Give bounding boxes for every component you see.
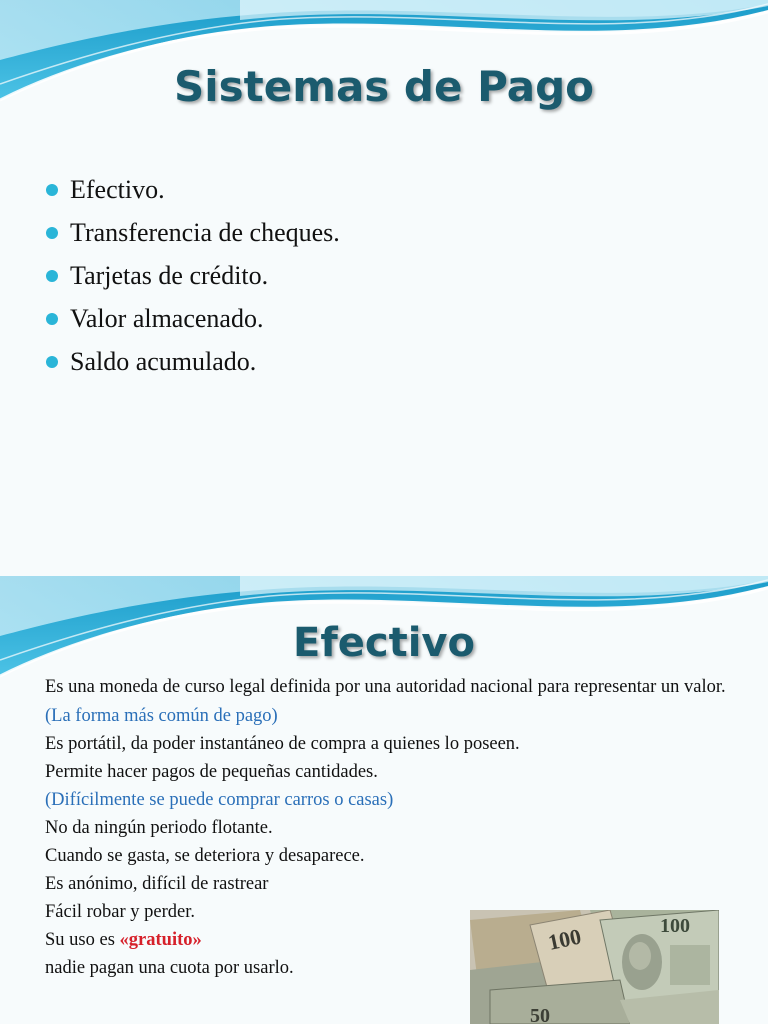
money-photo bbox=[470, 910, 719, 1024]
bullet-dot-icon bbox=[46, 184, 58, 196]
text-prefix: Su uso es bbox=[45, 930, 120, 950]
bullet-dot-icon bbox=[46, 313, 58, 325]
text-line: No da ningún periodo flotante. bbox=[45, 818, 273, 838]
text-line: nadie pagan una cuota por usarlo. bbox=[45, 958, 294, 978]
text-line: Es anónimo, difícil de rastrear bbox=[45, 874, 269, 894]
list-item bbox=[46, 340, 340, 383]
highlight-word: «gratuito» bbox=[119, 930, 202, 950]
text-line: Permite hacer pagos de pequeñas cantidades. bbox=[45, 762, 378, 782]
bullet-dot-icon bbox=[46, 227, 58, 239]
bill-denomination: 100 bbox=[660, 915, 690, 937]
bullet-dot-icon bbox=[46, 270, 58, 282]
list-item bbox=[46, 211, 340, 254]
definition-paragraph: Es una moneda de curso legal definida por una autoridad nacional para representar un valor. bbox=[45, 677, 726, 697]
banknotes-image bbox=[470, 910, 719, 1024]
payment-systems-list bbox=[46, 168, 340, 383]
slide-title: Sistemas de Pago bbox=[173, 62, 595, 111]
slide-efectivo bbox=[0, 576, 768, 1024]
bill-denomination: 50 bbox=[530, 1005, 550, 1024]
text-line: Es portátil, da poder instantáneo de compra a quienes lo poseen. bbox=[45, 734, 520, 754]
highlight-line: (Difícilmente se puede comprar carros o casas) bbox=[45, 790, 394, 810]
list-item-label: Saldo acumulado. bbox=[70, 346, 257, 376]
list-item-label: Valor almacenado. bbox=[70, 303, 264, 333]
highlight-line: (La forma más común de pago) bbox=[45, 706, 278, 726]
list-item-label: Transferencia de cheques. bbox=[70, 217, 340, 247]
list-item bbox=[46, 254, 340, 297]
list-item-label: Efectivo. bbox=[70, 174, 165, 204]
text-line: Cuando se gasta, se deteriora y desaparece. bbox=[45, 846, 365, 866]
list-item bbox=[46, 168, 340, 211]
slide-title: Efectivo bbox=[293, 620, 475, 666]
text-line: Fácil robar y perder. bbox=[45, 902, 195, 922]
list-item-label: Tarjetas de crédito. bbox=[70, 260, 269, 290]
bill-denomination: 100 bbox=[545, 923, 584, 955]
bullet-dot-icon bbox=[46, 356, 58, 368]
list-item bbox=[46, 297, 340, 340]
